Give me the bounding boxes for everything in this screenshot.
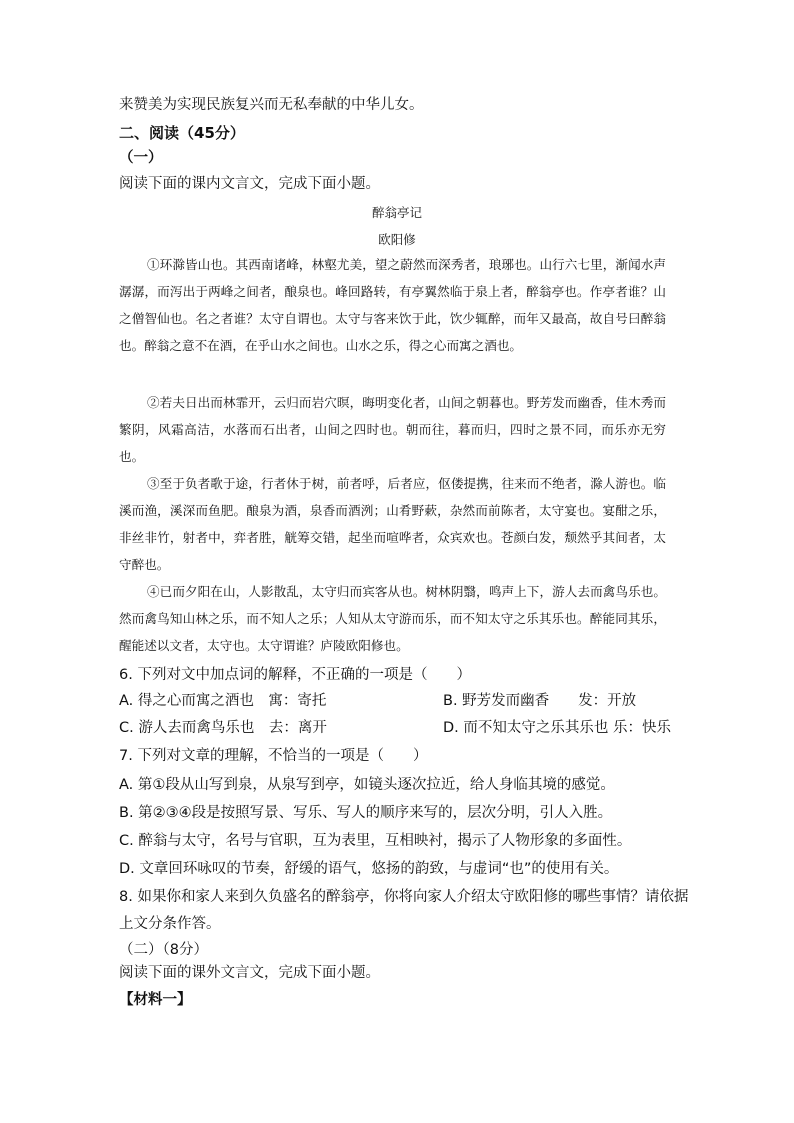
q8-stem-line2: 上文分条作答。 [119, 916, 221, 932]
q6-stem: 6. 下列对文中加点词的解释，不正确的一项是（ ） [119, 667, 471, 683]
q7-stem: 7. 下列对文章的理解，不恰当的一项是（ ） [119, 748, 428, 764]
essay-paragraph-4: ④已而夕阳在山，人影散乱，太守归而宾客从也。树林阴翳，鸣声上下，游人去而禽鸟乐也。然而禽鸟知山林之乐，而不知人之乐；人知从太守游而乐，而不知太守之乐其乐也。醉能同其乐，醒能述以文者，太守也。太守谓谁？庐陵欧阳修也。 [119, 584, 666, 653]
essay-paragraph-1: ①环滁皆山也。其西南诸峰，林壑尤美，望之蔚然而深秀者，琅琊也。山行六七里，渐闻水声潺潺，而泻出于两峰之间者，酿泉也。峰回路转，有亭翼然临于泉上者，醉翁亭也。作亭者谁？山之僧智仙也。名之者谁？太守自谓也。太守与客来饮于此，饮少辄醉，而年又最高，故自号曰醉翁也。醉翁之意不在酒，在乎山水之间也。山水之乐，得之心而寓之酒也。 [119, 257, 666, 353]
essay-title: 醉翁亭记 [371, 205, 422, 220]
part1-label: （一） [119, 150, 163, 166]
q6-option-b: B. 野芳发而幽香 发：开放 [443, 693, 637, 709]
q7-option-d: D. 文章回环咏叹的节奏，舒缓的语气，悠扬的韵致，与虚词“也”的使用有关。 [119, 861, 619, 877]
part2-label: （二）（8分） [119, 942, 208, 958]
q6-option-c: C. 游人去而禽鸟乐也 去：离开 [119, 720, 327, 736]
essay-paragraph-3: ③至于负者歌于途，行者休于树，前者呼，后者应，伛偻提携，往来而不绝者，滁人游也。临溪而渔，溪深而鱼肥。酿泉为酒，泉香而酒洌；山肴野蔌，杂然而前陈者，太守宴也。宴酣之乐，非丝非竹，射者中，弈者胜，觥筹交错，起坐而喧哗者，众宾欢也。苍颜白发，颓然乎其间者，太守醉也。 [119, 476, 666, 572]
q7-option-a: A. 第①段从山写到泉，从泉写到亭，如镜头逐次拉近，给人身临其境的感觉。 [119, 777, 615, 793]
material1-label: 【材料一】 [119, 992, 192, 1008]
section-heading: 二、阅读（45分） [119, 124, 245, 142]
q6-option-a: A. 得之心而寓之酒也 寓：寄托 [119, 693, 327, 709]
q7-option-c: C. 醉翁与太守，名号与官职，互为表里，互相映衬，揭示了人物形象的多面性。 [119, 833, 632, 849]
essay-author: 欧阳修 [378, 232, 416, 247]
part1-instruction: 阅读下面的课内文言文，完成下面小题。 [119, 176, 380, 192]
intro-line: 来赞美为实现民族复兴而无私奉献的中华儿女。 [119, 97, 424, 113]
q7-option-b: B. 第②③④段是按照写景、写乐、写人的顺序来写的，层次分明，引人入胜。 [119, 805, 613, 821]
part2-instruction: 阅读下面的课外文言文，完成下面小题。 [119, 965, 380, 981]
q8-stem-line1: 8. 如果你和家人来到久负盛名的醉翁亭，你将向家人介绍太守欧阳修的哪些事情？请依据 [119, 889, 689, 905]
essay-paragraph-2: ②若夫日出而林霏开，云归而岩穴暝，晦明变化者，山间之朝暮也。野芳发而幽香，佳木秀而繁阴，风霜高洁，水落而石出者，山间之四时也。朝而往，暮而归，四时之景不同，而乐亦无穷也。 [119, 395, 666, 464]
q6-option-d: D. 而不知太守之乐其乐也 乐：快乐 [443, 720, 671, 736]
